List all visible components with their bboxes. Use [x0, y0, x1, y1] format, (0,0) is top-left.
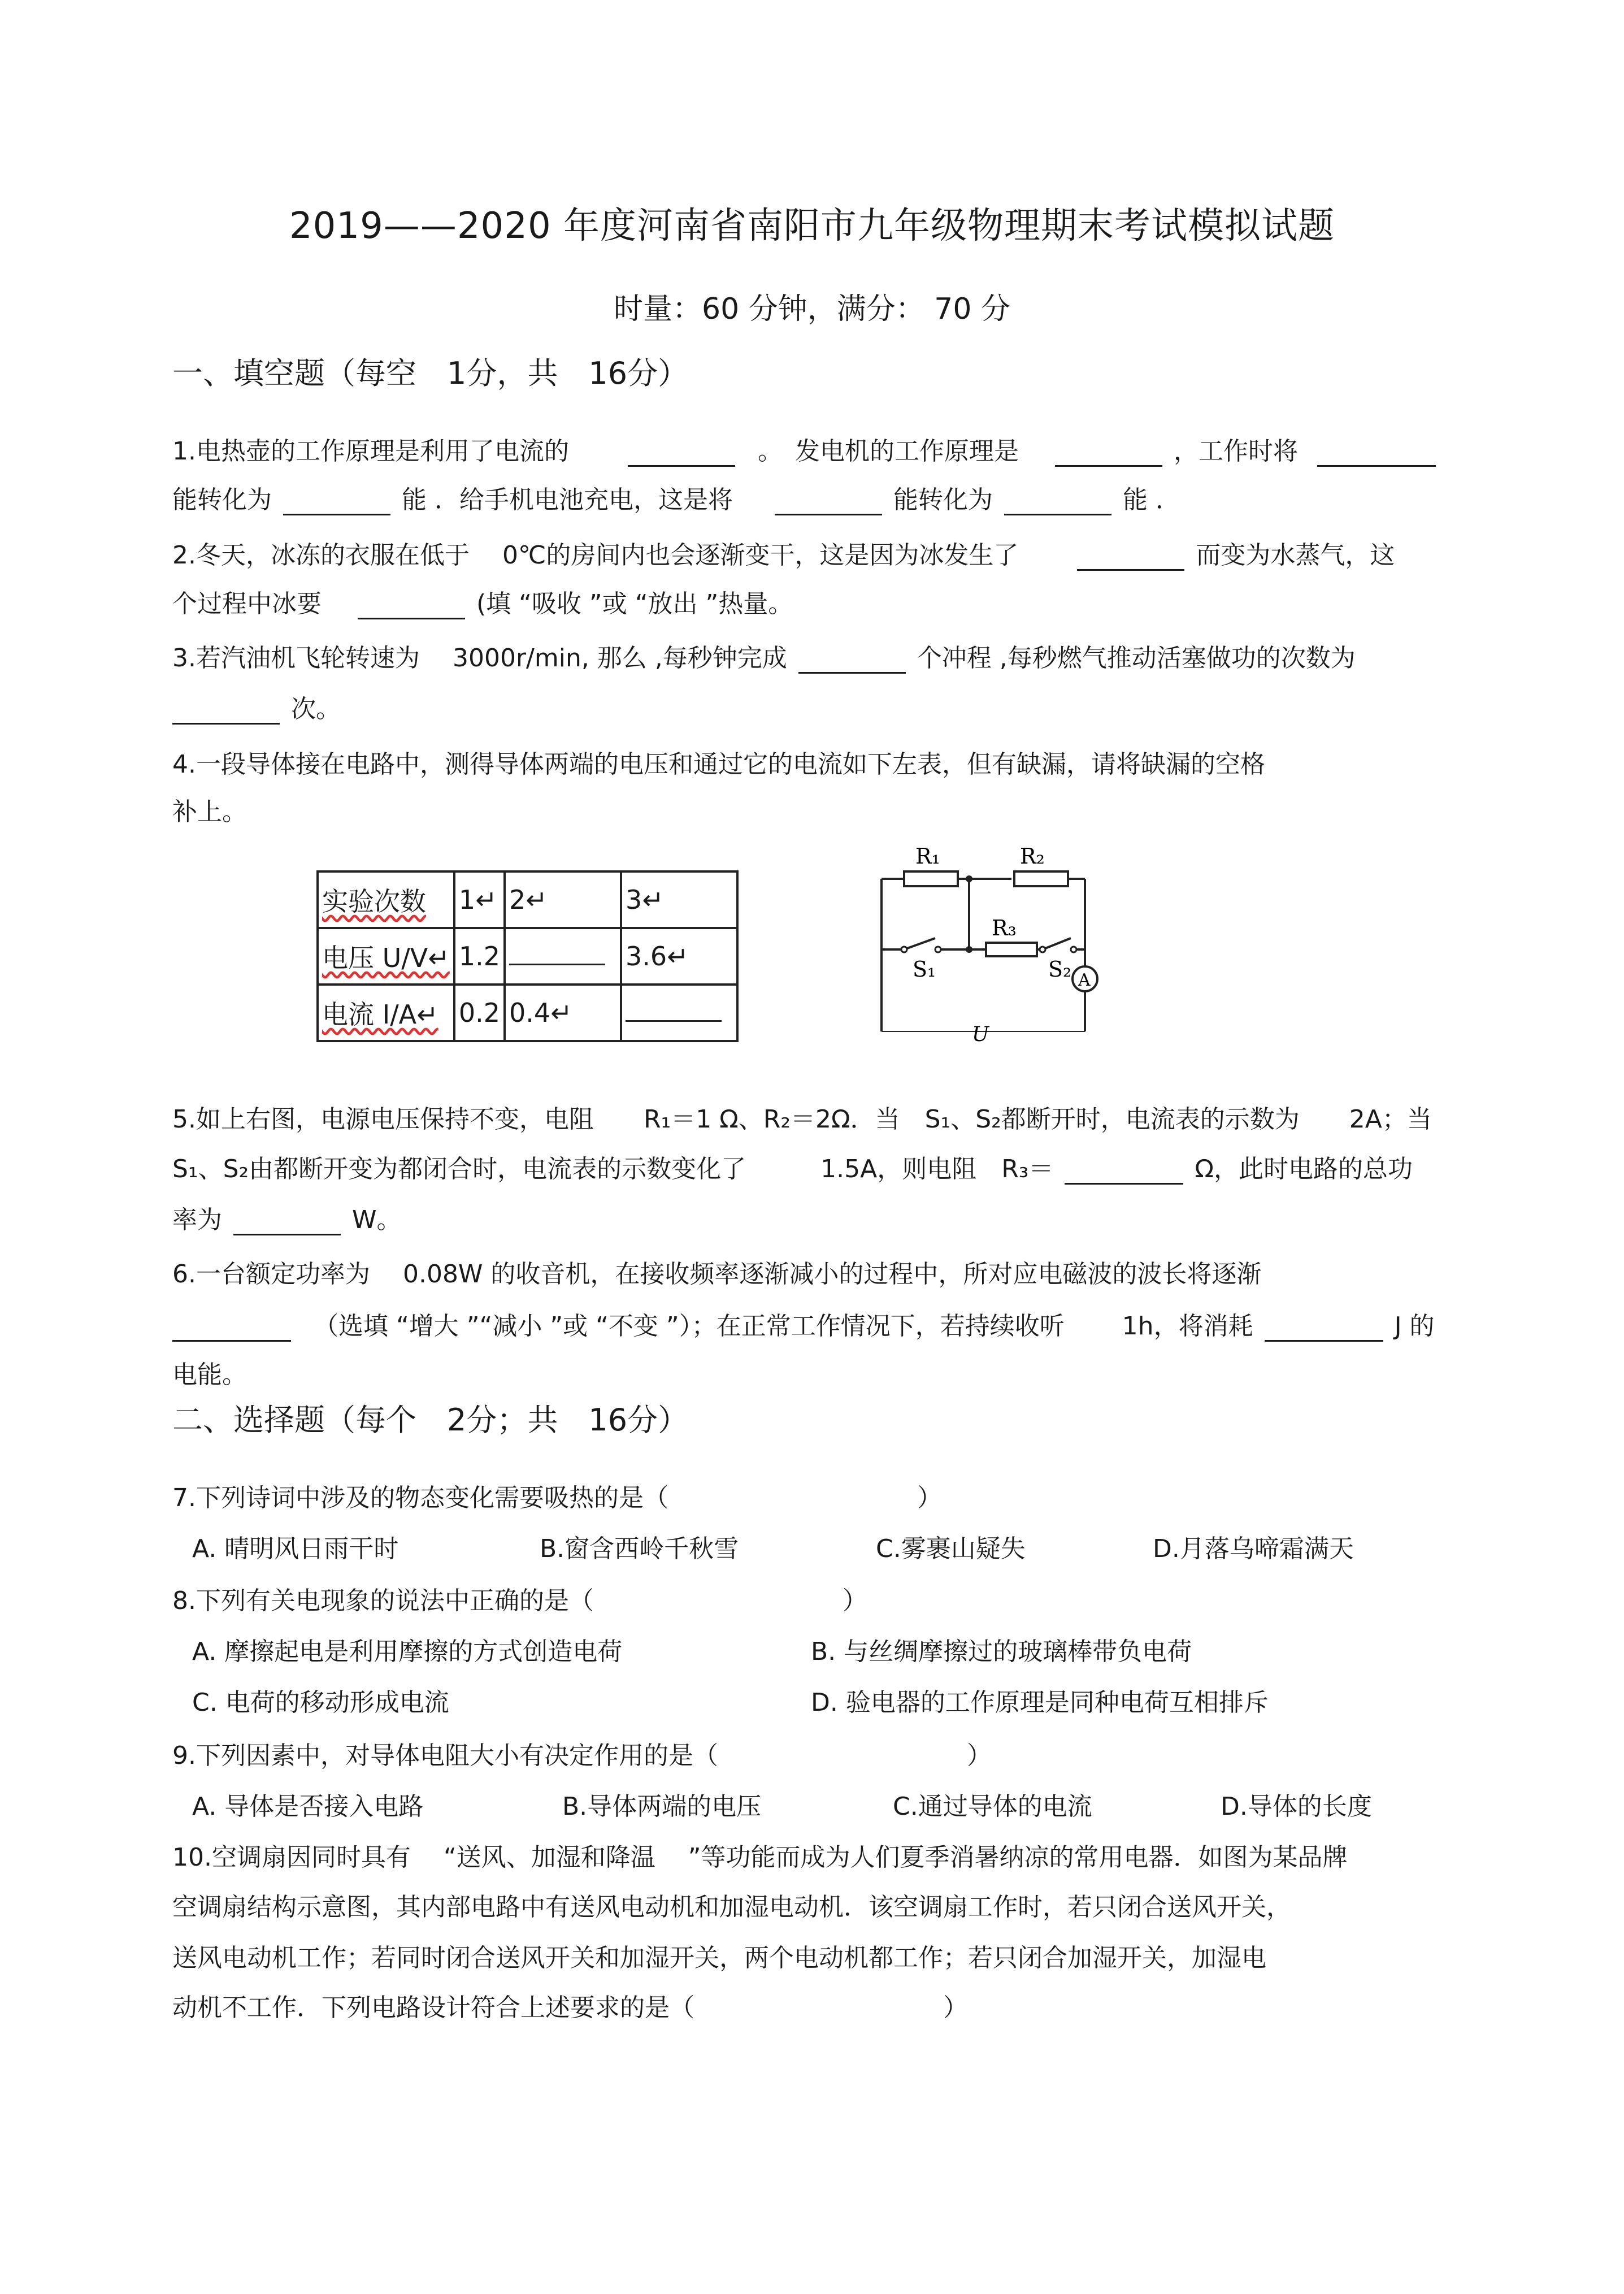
label-s1: S₁ [913, 957, 936, 982]
q4-line2: 补上。 [172, 797, 247, 826]
q2-text-d: (填 “吸收 ”或 “放出 ”热量。 [476, 589, 793, 618]
q1-text-b: 。 发电机的工作原理是 [757, 437, 1019, 466]
table-cell: 1↵ [454, 871, 505, 928]
q1-blank-4[interactable] [283, 489, 390, 515]
q7-option-c[interactable]: C.雾裹山疑失 [876, 1534, 1026, 1563]
q10-line3: 送风电动机工作；若同时闭合送风开关和加湿开关，两个电动机都工作；若只闭合加湿开关，加湿电 [172, 1944, 1266, 1972]
q4-line1: 4.一段导体接在电路中，测得导体两端的电压和通过它的电流如下左表，但有缺漏，请将缺漏的空格 [172, 750, 1265, 779]
q1-line2 [172, 479, 1180, 515]
q7-stem: 7.下列诗词中涉及的物态变化需要吸热的是（ ） [172, 1484, 942, 1512]
label-r2: R₂ [1020, 844, 1045, 869]
table-cell-blank[interactable] [621, 985, 737, 1041]
q10-line4: 动机不工作．下列电路设计符合上述要求的是（ ） [172, 1993, 968, 2022]
q9-option-b[interactable]: B.导体两端的电压 [562, 1792, 762, 1821]
q6-blank-2[interactable] [1265, 1315, 1383, 1342]
experiment-table [316, 870, 739, 1042]
section2-heading: 二、选择题（每个 2分；共 16分） [172, 1402, 689, 1438]
q1-text-e: 能 ．给手机电池充电，这是将 [402, 485, 733, 514]
q5-text-b: S₁、S₂由都断开变为都闭合时，电流表的示数变化了 1.5A，则电阻 R₃＝ [172, 1155, 1054, 1183]
q6-text-b: （选填 “增大 ”“减小 ”或 “不变 ”）；在正常工作情况下，若持续收听 1h，将消耗 [314, 1312, 1253, 1341]
table-row [318, 985, 737, 1041]
label-s2: S₂ [1048, 957, 1072, 982]
q5-text-d: 率为 [172, 1205, 222, 1234]
q10-line2: 空调扇结构示意图，其内部电路中有送风电动机和加湿电动机．该空调扇工作时，若只闭合送风开关， [172, 1893, 1291, 1922]
table-cell: 电压 U/V↵ [318, 928, 454, 985]
table-cell: 电流 I/A↵ [318, 985, 454, 1041]
exam-subtitle: 时量：60 分钟，满分： 70 分 [614, 292, 1010, 326]
q9-option-c[interactable]: C.通过导体的电流 [893, 1792, 1092, 1821]
q1-text-c: ，工作时将 [1173, 437, 1298, 466]
label-r3: R₃ [992, 916, 1017, 940]
q3-line1 [172, 638, 1356, 674]
table-cell-blank[interactable] [505, 928, 621, 985]
q2-text-c: 个过程中冰要 [172, 589, 322, 618]
q1-line1 [172, 431, 1439, 467]
q8-option-a[interactable]: A. 摩擦起电是利用摩擦的方式创造电荷 [192, 1637, 623, 1666]
table-cell: 0.2 [454, 985, 505, 1041]
switch-s1 [904, 938, 935, 949]
q5-line1: 5.如上右图，电源电压保持不变，电阻 R₁＝1 Ω、R₂＝2Ω．当 S₁、S₂都断开时，电流表的示数为 2A；当 [172, 1105, 1432, 1134]
q10-line1: 10.空调扇因同时具有 “送风、加湿和降温 ”等功能而成为人们夏季消暑纳凉的常用电器．如图为某品牌 [172, 1843, 1348, 1872]
q8-stem: 8.下列有关电现象的说法中正确的是（ ） [172, 1586, 867, 1615]
q5-blank-2[interactable] [233, 1209, 341, 1235]
q9-option-d[interactable]: D.导体的长度 [1221, 1792, 1372, 1821]
table-row [318, 871, 737, 928]
switch-s2 [1043, 938, 1071, 949]
q8-option-d[interactable]: D. 验电器的工作原理是同种电荷互相排斥 [811, 1688, 1269, 1717]
q6-blank-1[interactable] [172, 1315, 291, 1342]
q9-option-a[interactable]: A. 导体是否接入电路 [192, 1792, 424, 1821]
q5-blank-1[interactable] [1065, 1158, 1183, 1185]
q8-option-b[interactable]: B. 与丝绸摩擦过的玻璃棒带负电荷 [811, 1637, 1192, 1666]
q1-blank-6[interactable] [1004, 489, 1111, 515]
q1-blank-3[interactable] [1317, 440, 1436, 467]
q7-option-d[interactable]: D.月落乌啼霜满天 [1153, 1534, 1354, 1563]
q3-line2 [172, 688, 341, 725]
q3-text-b: 个冲程 ,每秒燃气推动活塞做功的次数为 [917, 644, 1356, 673]
q6-text-c: J 的 [1394, 1312, 1435, 1341]
q5-text-e: W。 [352, 1205, 402, 1234]
table-row [318, 928, 737, 985]
q6-line2 [172, 1306, 1435, 1342]
section1-heading: 一、填空题（每空 1分，共 16分） [172, 355, 689, 391]
q2-text-b: 而变为水蒸气，这 [1196, 541, 1395, 570]
label-ammeter: A [1078, 970, 1091, 990]
resistor-r3 [986, 943, 1037, 956]
circuit-diagram [870, 831, 1164, 1046]
q1-text-a: 1.电热壶的工作原理是利用了电流的 [172, 437, 569, 466]
table-cell: 1.2 [454, 928, 505, 985]
q6-line1: 6.一台额定功率为 0.08W 的收音机，在接收频率逐渐减小的过程中，所对应电磁波的波长将逐渐 [172, 1260, 1262, 1289]
q1-text-f: 能转化为 [893, 485, 993, 514]
q2-line1 [172, 535, 1395, 571]
table-cell: 2↵ [505, 871, 621, 928]
q1-text-d: 能转化为 [172, 485, 272, 514]
q3-text-a: 3.若汽油机飞轮转速为 3000r/min, 那么 ,每秒钟完成 [172, 644, 787, 673]
q9-stem: 9.下列因素中，对导体电阻大小有决定作用的是（ ） [172, 1741, 992, 1770]
q6-line3: 电能。 [172, 1360, 247, 1389]
q5-line2 [172, 1148, 1413, 1185]
q3-blank-1[interactable] [798, 647, 906, 674]
q2-blank-2[interactable] [358, 593, 465, 619]
q7-option-b[interactable]: B.窗含西岭千秋雪 [540, 1534, 739, 1563]
label-u: U [972, 1023, 989, 1046]
q5-line3 [172, 1199, 402, 1235]
q2-line2 [172, 583, 793, 619]
table-cell: 实验次数 [318, 871, 454, 928]
table-cell: 3↵ [621, 871, 737, 928]
q2-blank-1[interactable] [1077, 544, 1184, 571]
q1-blank-1[interactable] [628, 440, 735, 467]
table-cell: 0.4↵ [505, 985, 621, 1041]
q5-text-c: Ω，此时电路的总功 [1195, 1155, 1413, 1183]
resistor-r2 [1014, 871, 1068, 886]
q8-option-c[interactable]: C. 电荷的移动形成电流 [192, 1688, 449, 1717]
resistor-r1 [904, 871, 958, 886]
q1-blank-5[interactable] [775, 489, 882, 515]
q1-blank-2[interactable] [1055, 440, 1162, 467]
exam-title: 2019——2020 年度河南省南阳市九年级物理期末考试模拟试题 [289, 205, 1335, 247]
q3-text-c: 次。 [291, 695, 341, 723]
q3-blank-2[interactable] [172, 698, 280, 725]
q2-text-a: 2.冬天，冰冻的衣服在低于 0℃的房间内也会逐渐变干，这是因为冰发生了 [172, 541, 1019, 570]
table-cell: 3.6↵ [621, 928, 737, 985]
label-r1: R₁ [915, 844, 940, 869]
q7-option-a[interactable]: A. 晴明风日雨干时 [192, 1534, 399, 1563]
q1-text-g: 能 ． [1123, 485, 1180, 514]
